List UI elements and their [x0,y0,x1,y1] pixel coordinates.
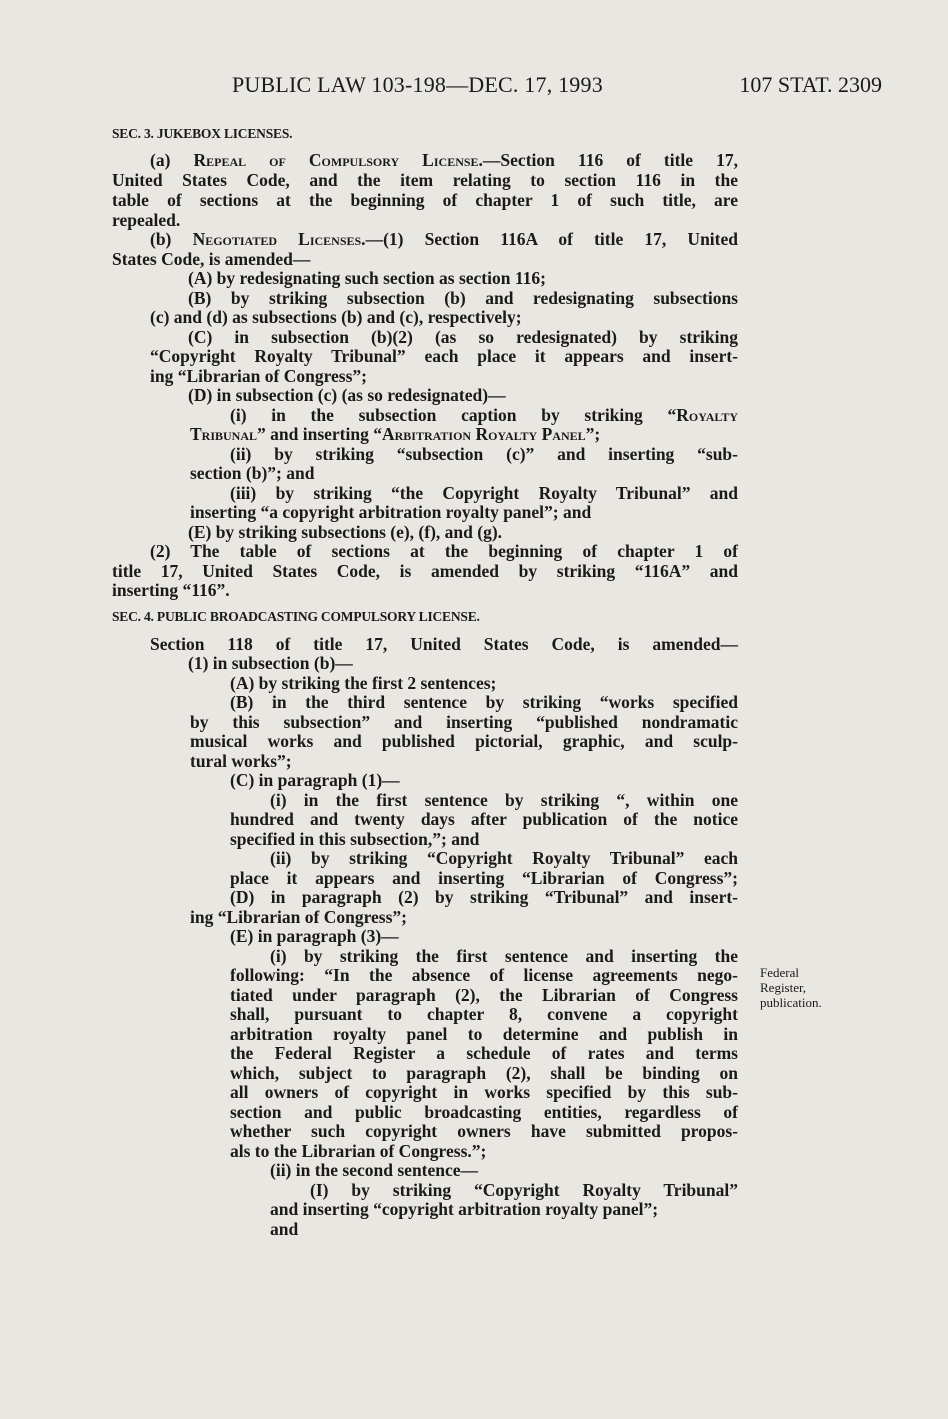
running-header-law: PUBLIC LAW 103-198—DEC. 17, 1993 [232,72,603,97]
paragraph-line: hundred and twenty days after publication of the notice [230,809,738,829]
paragraph-line: (D) in subsection (c) (as so redesignated)— [188,385,506,405]
paragraph-line: musical works and published pictorial, graphic, and sculp- [190,731,738,751]
paragraph-line: (C) in paragraph (1)— [230,770,400,790]
paragraph-line: (c) and (d) as subsections (b) and (c), respectively; [150,307,522,327]
paragraph-line: (1) in subsection (b)— [188,653,353,673]
paragraph-line: whether such copyright owners have submitted propos- [230,1121,738,1141]
paragraph-line: section (b)”; and [190,463,315,483]
paragraph-line: als to the Librarian of Congress.”; [230,1141,487,1161]
paragraph-line: (ii) in the second sentence— [270,1160,479,1180]
paragraph-line: repealed. [112,210,181,230]
paragraph-line: (i) by striking the first sentence and inserting the [270,946,738,966]
running-header-stat: 107 STAT. 2309 [739,72,882,97]
section-heading: SEC. 4. PUBLIC BROADCASTING COMPULSORY LICENSE. [112,609,480,624]
paragraph-line: and inserting “copyright arbitration royalty panel”; [270,1199,659,1219]
paragraph-line: which, subject to paragraph (2), shall be binding on [230,1063,738,1083]
paragraph-line: (ii) by striking “Copyright Royalty Tribunal” each [270,848,738,868]
paragraph-line: (i) in the subsection caption by striking “Royalty [230,405,738,425]
paragraph-line: following: “In the absence of license agreements nego- [230,965,738,985]
paragraph-line: ing “Librarian of Congress”; [150,366,367,386]
paragraph-line: all owners of copyright in works specified by this sub- [230,1082,738,1102]
paragraph-line: table of sections at the beginning of chapter 1 of such title, are [112,190,738,210]
paragraph-line: tural works”; [190,751,292,771]
paragraph-line: States Code, is amended— [112,249,311,269]
paragraph-line: United States Code, and the item relating to section 116 in the [112,170,738,190]
paragraph-line: by this subsection” and inserting “published nondramatic [190,712,738,732]
paragraph-line: arbitration royalty panel to determine and publish in [230,1024,738,1044]
paragraph-line: specified in this subsection,”; and [230,829,480,849]
paragraph-line: (E) in paragraph (3)— [230,926,399,946]
paragraph-line: and [270,1219,299,1239]
paragraph-line: (C) in subsection (b)(2) (as so redesignated) by striking [188,327,738,347]
paragraph-line: (A) by striking the first 2 sentences; [230,673,497,693]
paragraph-line: (iii) by striking “the Copyright Royalty Tribunal” and [230,483,738,503]
paragraph-line: inserting “a copyright arbitration royalty panel”; and [190,502,592,522]
paragraph-line: inserting “116”. [112,580,230,600]
section-heading: SEC. 3. JUKEBOX LICENSES. [112,126,293,141]
paragraph-line: (B) by striking subsection (b) and redesignating subsections [188,288,738,308]
paragraph-line: (2) The table of sections at the beginning of chapter 1 of [150,541,738,561]
paragraph-line: the Federal Register a schedule of rates and terms [230,1043,738,1063]
subsection-title: Negotiated Licenses. [192,229,366,249]
paragraph-line: (B) in the third sentence by striking “works specified [230,692,738,712]
paragraph-line: (A) by redesignating such section as section 116; [188,268,546,288]
margin-note: Federal Register, publication. [760,965,822,1010]
subsection-title: Repeal of Compulsory License. [193,150,483,170]
paragraph-line: (I) by striking “Copyright Royalty Tribunal” [310,1180,738,1200]
paragraph-line: section and public broadcasting entities, regardless of [230,1102,738,1122]
paragraph-line: (D) in paragraph (2) by striking “Tribunal” and insert- [230,887,738,907]
paragraph-line: place it appears and inserting “Librarian of Congress”; [230,868,738,888]
paragraph-line: (E) by striking subsections (e), (f), and (g). [188,522,503,542]
paragraph-line: (i) in the first sentence by striking “, within one [270,790,738,810]
paragraph-line: (a) Repeal of Compulsory License.—Section 116 of title 17, [150,150,738,170]
paragraph-line: Section 118 of title 17, United States Code, is amended— [150,634,738,654]
paragraph-line: (b) Negotiated Licenses.—(1) Section 116A of title 17, United [150,229,738,249]
paragraph-line: “Copyright Royalty Tribunal” each place it appears and insert- [150,346,738,366]
paragraph-line: title 17, United States Code, is amended by striking “116A” and [112,561,738,581]
paragraph-line: (ii) by striking “subsection (c)” and inserting “sub- [230,444,738,464]
paragraph-line: shall, pursuant to chapter 8, convene a copyright [230,1004,738,1024]
paragraph-line: tiated under paragraph (2), the Librarian of Congress [230,985,738,1005]
paragraph-line: Tribunal” and inserting “Arbitration Royalty Panel”; [190,424,601,444]
paragraph-line: ing “Librarian of Congress”; [190,907,407,927]
